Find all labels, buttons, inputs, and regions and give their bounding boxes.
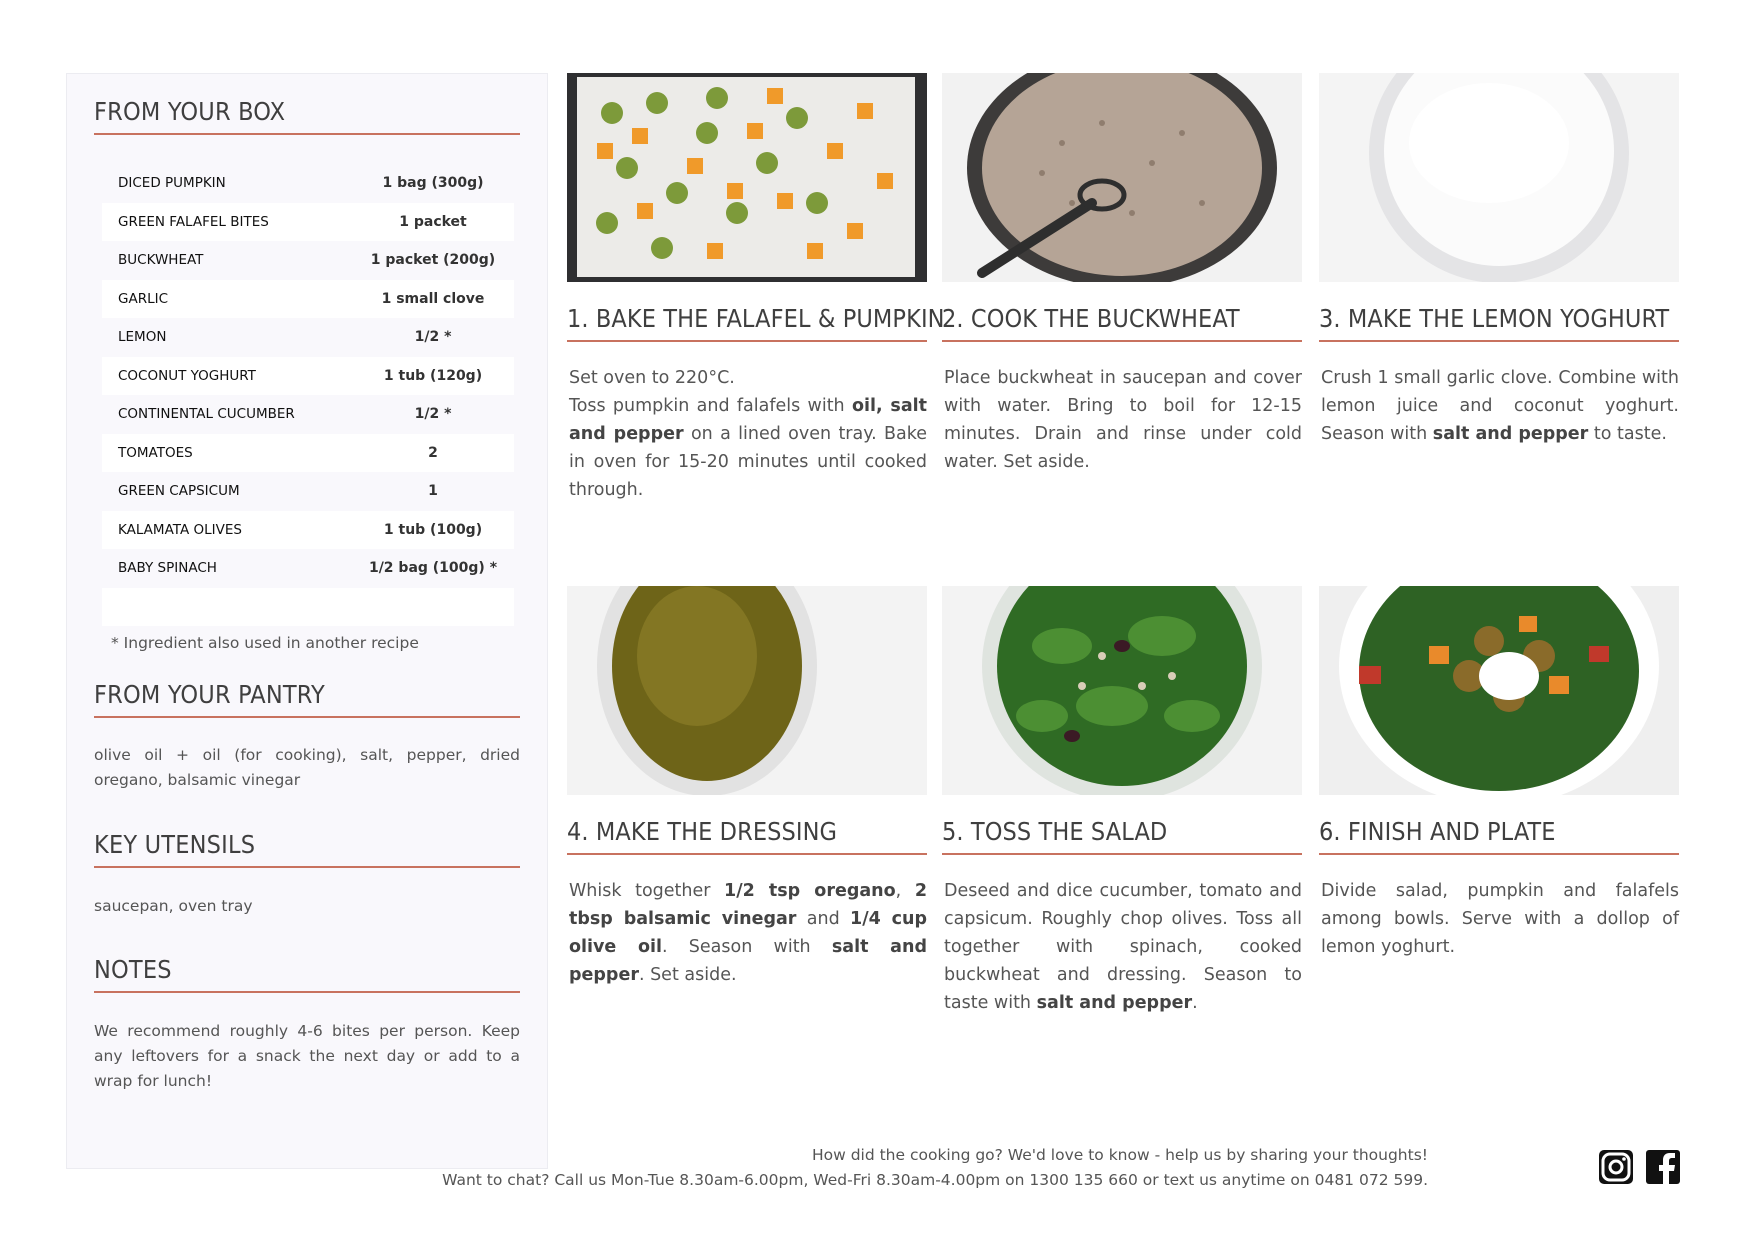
step-5-part: . xyxy=(1192,992,1198,1013)
ingredient-row xyxy=(102,472,514,511)
ingredient-row xyxy=(102,357,514,396)
step-1-text xyxy=(567,364,927,504)
step-1-bold: oil, salt and pepper xyxy=(569,395,928,444)
instagram-icon[interactable] xyxy=(1598,1149,1634,1185)
ingredient-row xyxy=(102,588,514,627)
step-4-bold: 1/4 cup olive oil xyxy=(569,908,927,957)
step-1 xyxy=(567,73,945,504)
step-4-part: Whisk together xyxy=(569,880,725,901)
step-4-part: , xyxy=(895,880,915,901)
step-3-part: to taste. xyxy=(1588,423,1667,444)
from-your-box-title: FROM YOUR BOX xyxy=(94,98,520,135)
utensils-text: saucepan, oven tray xyxy=(94,897,253,915)
step-6-part: Divide salad, pumpkin and falafels among bowls. Serve with a dollop of lemon yoghurt. xyxy=(1321,880,1679,957)
ingredient-qty: 1 tub (100g) xyxy=(352,511,514,550)
ingredient-name: KALAMATA OLIVES xyxy=(102,511,352,550)
ingredient-qty: 1/2 bag (100g) * xyxy=(368,560,498,577)
ingredient-row xyxy=(102,280,514,319)
ingredient-row xyxy=(102,203,514,242)
ingredient-row xyxy=(102,549,514,588)
feedback-line: How did the cooking go? We'd love to know - help us by sharing your thoughts! xyxy=(811,1146,1428,1164)
ingredient-name: GREEN FALAFEL BITES xyxy=(102,203,352,242)
ingredient-footnote: * Ingredient also used in another recipe xyxy=(111,634,419,652)
ingredient-row xyxy=(102,395,514,434)
step-2-part: Place buckwheat in saucepan and cover with water. Bring to boil for 12-15 minutes. Drain and rinse under cold water. Set aside. xyxy=(944,367,1302,472)
dressing-bowl-photo xyxy=(567,586,927,795)
ingredient-name: CONTINENTAL CUCUMBER xyxy=(118,406,295,423)
ingredient-qty: 1 xyxy=(428,483,438,500)
step-1-title: 1. BAKE THE FALAFEL & PUMPKIN xyxy=(567,305,927,342)
step-4 xyxy=(567,586,927,989)
ingredient-name xyxy=(102,588,352,627)
ingredient-name: TOMATOES xyxy=(102,434,352,473)
ingredient-name: LEMON xyxy=(118,329,167,346)
step-2-title: 2. COOK THE BUCKWHEAT xyxy=(942,305,1302,342)
ingredient-name: GARLIC xyxy=(102,280,352,319)
step-3-text xyxy=(1319,364,1679,448)
step-5-title: 5. TOSS THE SALAD xyxy=(942,818,1302,855)
step-1-part: on a lined oven tray. Bake in oven for 15-20 minutes until cooked through. xyxy=(569,423,927,500)
step-2-text xyxy=(942,364,1302,476)
step-6 xyxy=(1319,586,1679,961)
ingredients-sidebar xyxy=(66,73,548,1169)
plated-bowl-photo xyxy=(1319,586,1679,795)
salad-bowl-photo xyxy=(942,586,1302,795)
ingredient-qty: 1 packet (200g) xyxy=(370,252,496,269)
step-4-text xyxy=(567,877,927,989)
step-6-title: 6. FINISH AND PLATE xyxy=(1319,818,1679,855)
ingredient-row xyxy=(102,241,514,280)
ingredients-table xyxy=(102,164,514,626)
step-4-bold: 1/2 tsp oregano xyxy=(724,880,896,901)
step-5-part: Deseed and dice cucumber, tomato and capsicum. Roughly chop olives. Toss all together with spinach, cooked buckwheat and dressing. Season to taste with xyxy=(944,880,1302,1013)
step-3-title: 3. MAKE THE LEMON YOGHURT xyxy=(1319,305,1679,342)
from-your-pantry-title: FROM YOUR PANTRY xyxy=(94,681,520,718)
step-4-part: . Season with xyxy=(662,936,832,957)
ingredient-qty: 1 packet xyxy=(352,203,514,242)
feedback-footer xyxy=(442,1143,1428,1193)
ingredient-row xyxy=(102,434,514,473)
contact-line: Want to chat? Call us Mon-Tue 8.30am-6.00pm, Wed-Fri 8.30am-4.00pm on 1300 135 660 or text us anytime on 0481 072 599. xyxy=(442,1171,1428,1189)
facebook-icon[interactable] xyxy=(1645,1149,1681,1185)
ingredient-name: COCONUT YOGHURT xyxy=(102,357,352,396)
ingredient-qty: 1 bag (300g) xyxy=(382,175,484,192)
ingredient-qty: 1/2 * xyxy=(414,406,452,423)
ingredient-name: BABY SPINACH xyxy=(118,560,217,577)
step-1-part: Set oven to 220°C. xyxy=(569,367,735,388)
step-3-part: Crush 1 small garlic clove. Combine with lemon juice and coconut yoghurt. Season with xyxy=(1321,367,1679,444)
ingredient-name: GREEN CAPSICUM xyxy=(118,483,240,500)
pantry-text: olive oil + oil (for cooking), salt, pepper, dried oregano, balsamic vinegar xyxy=(94,746,520,789)
lemon-yoghurt-bowl-photo xyxy=(1319,73,1679,282)
notes-text: We recommend roughly 4-6 bites per person. Keep any leftovers for a snack the next day or add to a wrap for lunch! xyxy=(94,1022,520,1090)
step-4-bold: salt and pepper xyxy=(569,936,927,985)
step-4-part: . Set aside. xyxy=(638,964,737,985)
step-1-part: Toss pumpkin and falafels with xyxy=(569,395,852,416)
ingredient-qty: 1/2 * xyxy=(414,329,452,346)
ingredient-name: BUCKWHEAT xyxy=(118,252,204,269)
ingredient-row xyxy=(102,164,514,203)
step-3-bold: salt and pepper xyxy=(1432,423,1589,444)
step-4-part: and xyxy=(796,908,851,929)
ingredient-qty: 1 small clove xyxy=(352,280,514,319)
ingredient-qty: 2 xyxy=(352,434,514,473)
step-2 xyxy=(942,73,1302,476)
step-5 xyxy=(942,586,1302,1017)
step-6-text xyxy=(1319,877,1679,961)
ingredient-row xyxy=(102,318,514,357)
ingredient-row xyxy=(102,511,514,550)
step-4-bold: 2 tbsp balsamic vinegar xyxy=(569,880,927,929)
ingredient-name: DICED PUMPKIN xyxy=(118,175,226,192)
ingredient-qty: 1 tub (120g) xyxy=(352,357,514,396)
step-3 xyxy=(1319,73,1679,448)
buckwheat-saucepan-photo xyxy=(942,73,1302,282)
tray-falafel-pumpkin-photo xyxy=(567,73,927,282)
step-5-text xyxy=(942,877,1302,1017)
step-4-title: 4. MAKE THE DRESSING xyxy=(567,818,927,855)
ingredient-qty xyxy=(352,588,514,627)
step-5-bold: salt and pepper xyxy=(1036,992,1193,1013)
notes-title: NOTES xyxy=(94,956,520,993)
key-utensils-title: KEY UTENSILS xyxy=(94,831,520,868)
